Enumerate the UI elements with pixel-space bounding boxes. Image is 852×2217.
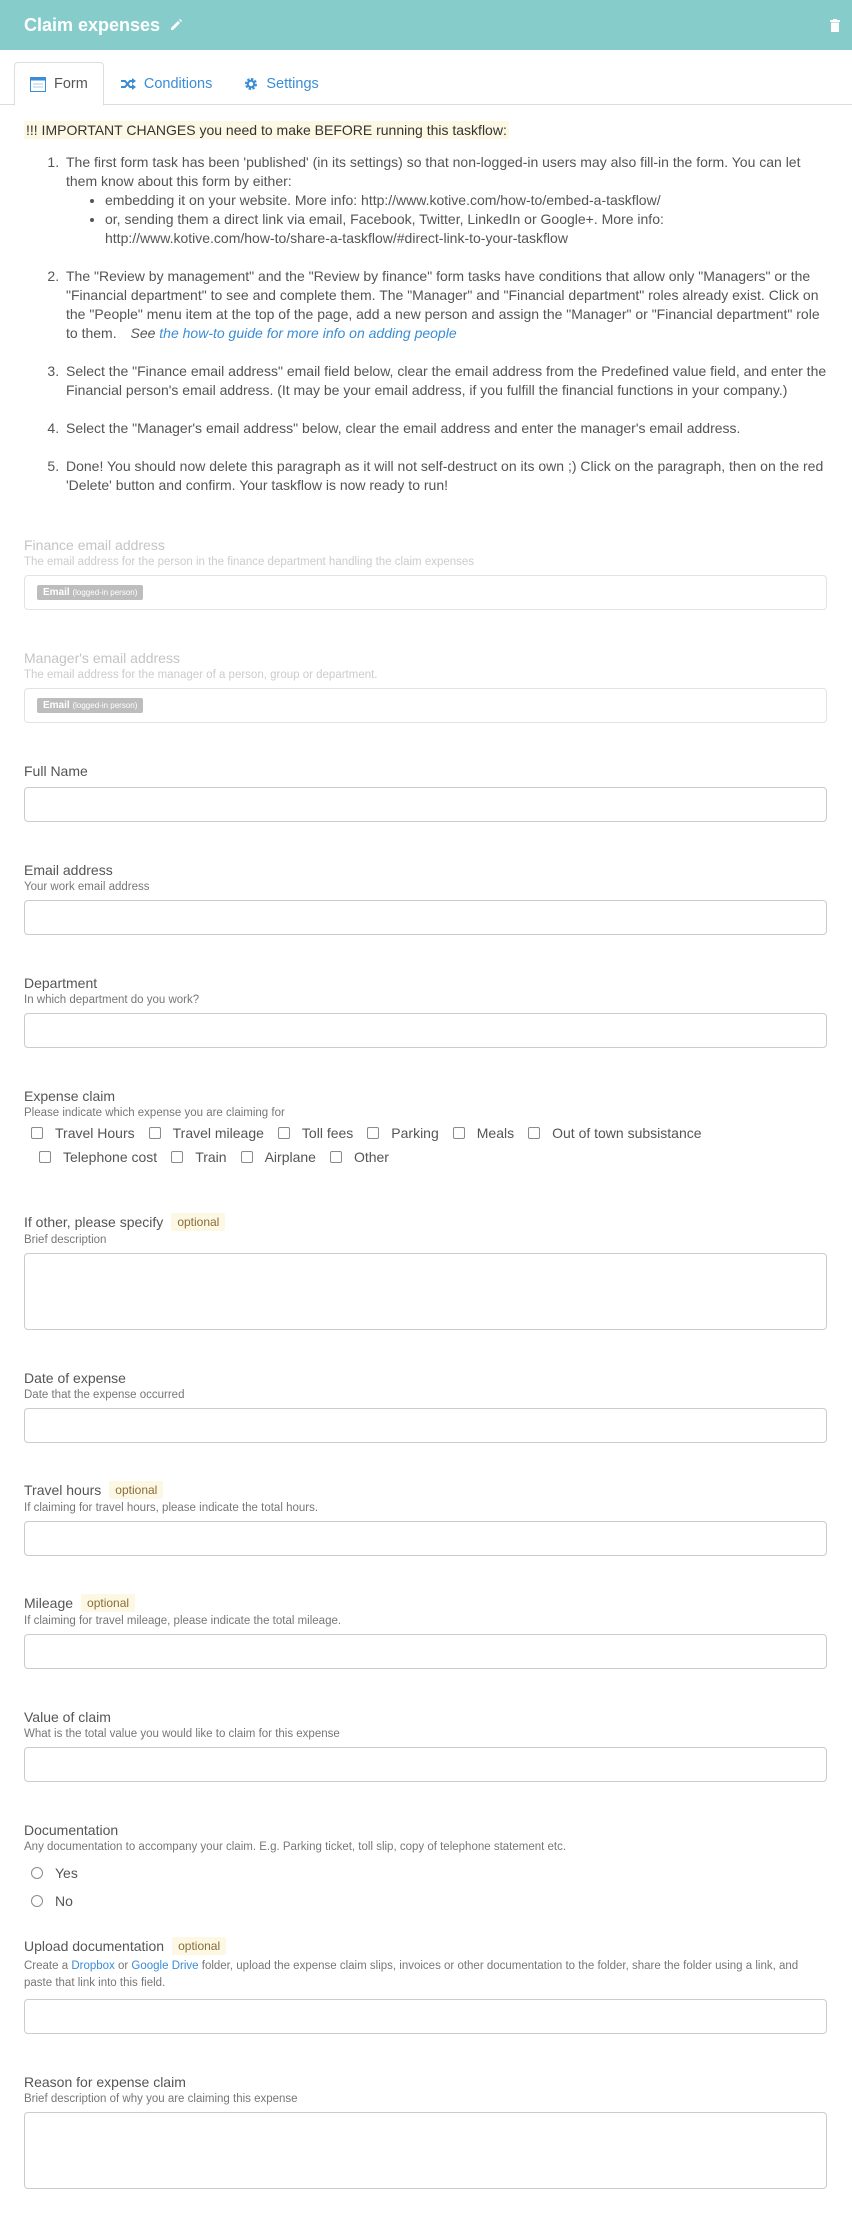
pill-label: Email bbox=[43, 700, 70, 711]
checkbox-label: Travel Hours bbox=[55, 1125, 135, 1141]
pill-sub: (logged-in person) bbox=[72, 588, 138, 597]
email-pill bbox=[37, 585, 143, 600]
field-label-text: Travel hours bbox=[24, 1482, 102, 1498]
form-content bbox=[0, 105, 852, 2189]
checkbox-travel-mileage[interactable] bbox=[149, 1125, 264, 1141]
field-label: Department bbox=[24, 975, 98, 991]
finance-email-field bbox=[24, 537, 828, 610]
instruction-item bbox=[63, 267, 828, 343]
date-of-expense-input[interactable] bbox=[24, 1408, 827, 1443]
form-icon bbox=[30, 77, 46, 92]
field-label: Date of expense bbox=[24, 1370, 126, 1386]
other-specify-field bbox=[24, 1213, 828, 1330]
page-title bbox=[24, 15, 183, 36]
field-description: Date that the expense occurred bbox=[24, 1389, 185, 1401]
field-label: Full Name bbox=[24, 763, 88, 779]
field-label: Documentation bbox=[24, 1822, 119, 1838]
trash-icon[interactable] bbox=[830, 19, 840, 32]
finance-email-input[interactable] bbox=[24, 575, 827, 610]
other-specify-textarea[interactable] bbox=[24, 1253, 827, 1330]
radio-yes[interactable] bbox=[31, 1865, 828, 1881]
field-description: The email address for the manager of a person, group or department. bbox=[24, 669, 378, 681]
shuffle-icon bbox=[121, 78, 136, 90]
tab-settings-label: Settings bbox=[266, 75, 319, 92]
tab-settings[interactable] bbox=[229, 62, 333, 105]
field-description: If claiming for travel hours, please indicate the total hours. bbox=[24, 1502, 319, 1514]
desc-text: Create a bbox=[24, 1960, 69, 1972]
field-description: Your work email address bbox=[24, 881, 150, 893]
mileage-input[interactable] bbox=[24, 1634, 827, 1669]
instruction-sublist bbox=[66, 191, 828, 248]
checkbox-label: Other bbox=[353, 1149, 389, 1165]
email-pill bbox=[37, 698, 143, 713]
expense-claim-field bbox=[24, 1088, 828, 1173]
checkbox-airplane[interactable] bbox=[241, 1149, 316, 1165]
checkbox[interactable] bbox=[278, 1127, 290, 1139]
field-description: Brief description bbox=[24, 1234, 107, 1246]
instruction-item: 5. Done! You should now delete this paragraph as it will not self-destruct on its own ;) Click on the paragraph, then on the red 'Delete' button and confirm. Your taskflow is now ready to run! bbox=[63, 457, 828, 495]
checkbox-label: Train bbox=[195, 1149, 227, 1165]
how-to-guide-link[interactable]: the how-to guide for more info on adding people bbox=[159, 325, 457, 341]
radio-no[interactable] bbox=[31, 1893, 828, 1909]
important-banner: !!! IMPORTANT CHANGES you need to make BEFORE running this taskflow: bbox=[26, 122, 507, 138]
checkbox[interactable] bbox=[31, 1127, 43, 1139]
field-label bbox=[24, 1213, 828, 1231]
checkbox-other[interactable] bbox=[330, 1149, 389, 1165]
checkbox-label: Meals bbox=[476, 1125, 515, 1141]
field-description: The email address for the person in the finance department handling the claim expenses bbox=[24, 556, 475, 568]
field-description: If claiming for travel mileage, please indicate the total mileage. bbox=[24, 1615, 342, 1627]
manager-email-input[interactable] bbox=[24, 688, 827, 723]
tab-conditions-label: Conditions bbox=[143, 75, 213, 92]
email-address-input[interactable] bbox=[24, 900, 827, 935]
full-name-input[interactable] bbox=[24, 787, 827, 822]
instruction-subitem: • or, sending them a direct link via email, Facebook, Twitter, LinkedIn or Google+. More info: http://www.kotive.com/how-to/share-a-taskflow/#direct-link-to-your-taskflow bbox=[105, 210, 828, 248]
checkbox-label: Travel mileage bbox=[172, 1125, 264, 1141]
field-label bbox=[24, 1481, 828, 1499]
pencil-icon[interactable] bbox=[169, 18, 183, 32]
reason-textarea[interactable] bbox=[24, 2112, 827, 2189]
field-description: What is the total value you would like to claim for this expense bbox=[24, 1728, 340, 1740]
checkbox-travel-hours[interactable] bbox=[31, 1125, 135, 1141]
department-field bbox=[24, 975, 828, 1048]
date-of-expense-field bbox=[24, 1370, 828, 1443]
field-description: Any documentation to accompany your claim. E.g. Parking ticket, toll slip, copy of telephone statement etc. bbox=[24, 1841, 567, 1853]
checkbox-train[interactable] bbox=[171, 1149, 226, 1165]
upload-documentation-input[interactable] bbox=[24, 1999, 827, 2034]
manager-email-field bbox=[24, 650, 828, 723]
tab-form[interactable] bbox=[14, 62, 104, 106]
page-header bbox=[0, 0, 852, 50]
value-of-claim-field bbox=[24, 1709, 828, 1782]
checkbox[interactable] bbox=[330, 1151, 342, 1163]
full-name-field bbox=[24, 763, 828, 822]
email-address-field bbox=[24, 862, 828, 935]
checkbox[interactable] bbox=[528, 1127, 540, 1139]
optional-badge: optional bbox=[81, 1594, 135, 1612]
gear-icon bbox=[244, 77, 258, 91]
field-description: In which department do you work? bbox=[24, 994, 200, 1006]
field-label: Reason for expense claim bbox=[24, 2074, 186, 2090]
dropbox-link[interactable]: Dropbox bbox=[71, 1960, 115, 1972]
department-input[interactable] bbox=[24, 1013, 827, 1048]
field-label: Expense claim bbox=[24, 1088, 116, 1104]
field-label-text: Mileage bbox=[24, 1595, 74, 1611]
documentation-radio-group bbox=[24, 1865, 828, 1909]
radio-label: Yes bbox=[55, 1865, 78, 1881]
reason-field bbox=[24, 2074, 828, 2189]
field-label: Manager's email address bbox=[24, 650, 180, 666]
tab-conditions[interactable] bbox=[106, 62, 228, 105]
instruction-item bbox=[63, 153, 828, 248]
instruction-item: 4. Select the "Manager's email address" below, clear the email address and enter the manager's email address. bbox=[63, 419, 828, 438]
documentation-field bbox=[24, 1822, 828, 1909]
instruction-text: The "Review by management" and the "Review by finance" form tasks have conditions that allow only "Managers" or the "Financial department" to see and complete them. The "Manager" and "Financial department" roles already exist. Click on the "People" menu item at the top of the page, add a new person and assign the "Manager" or "Financial department" role to them. bbox=[66, 268, 820, 341]
radio-label: No bbox=[55, 1893, 73, 1909]
pill-sub: (logged-in person) bbox=[72, 701, 138, 710]
checkbox-parking[interactable] bbox=[367, 1125, 438, 1141]
checkbox-label: Toll fees bbox=[301, 1125, 354, 1141]
checkbox[interactable] bbox=[149, 1127, 161, 1139]
checkbox[interactable] bbox=[367, 1127, 379, 1139]
field-description: Brief description of why you are claiming this expense bbox=[24, 2093, 298, 2105]
checkbox-meals[interactable] bbox=[453, 1125, 514, 1141]
optional-badge: optional bbox=[171, 1213, 225, 1231]
travel-hours-input[interactable] bbox=[24, 1521, 827, 1556]
checkbox-label: Parking bbox=[391, 1125, 439, 1141]
field-label-text: If other, please specify bbox=[24, 1214, 164, 1230]
pill-label: Email bbox=[43, 587, 70, 598]
checkbox[interactable] bbox=[453, 1127, 465, 1139]
checkbox-label: Airplane bbox=[264, 1149, 316, 1165]
checkbox[interactable] bbox=[171, 1151, 183, 1163]
value-of-claim-input[interactable] bbox=[24, 1747, 827, 1782]
checkbox[interactable] bbox=[241, 1151, 253, 1163]
field-label bbox=[24, 1594, 828, 1612]
mileage-field bbox=[24, 1594, 828, 1669]
desc-text: folder, upload the expense claim slips, invoices or other documentation to the folder, share the folder using a link, and paste that link into this field. bbox=[24, 1960, 799, 1989]
checkbox-label: Out of town subsistance bbox=[552, 1125, 702, 1141]
tab-bar bbox=[0, 50, 852, 105]
instruction-subitem: • embedding it on your website. More info: http://www.kotive.com/how-to/embed-a-taskflow/ bbox=[105, 191, 828, 210]
radio-button[interactable] bbox=[31, 1867, 43, 1879]
field-label-text: Upload documentation bbox=[24, 1938, 165, 1954]
instructions-list bbox=[24, 153, 828, 495]
instruction-item: 3. Select the "Finance email address" email field below, clear the email address from the Predefined value field, and enter the Financial person's email address. (It may be your email address, if you fulfill the financial functions in your company.) bbox=[63, 362, 828, 400]
desc-text: or bbox=[117, 1960, 129, 1972]
checkbox-label: Telephone cost bbox=[63, 1149, 158, 1165]
field-label: Value of claim bbox=[24, 1709, 111, 1725]
checkbox-telephone-cost[interactable] bbox=[39, 1149, 157, 1165]
field-description: Please indicate which expense you are claiming for bbox=[24, 1107, 285, 1119]
upload-documentation-field bbox=[24, 1937, 828, 2034]
tab-form-label: Form bbox=[54, 76, 88, 92]
checkbox-toll-fees[interactable] bbox=[278, 1125, 353, 1141]
optional-badge: optional bbox=[172, 1937, 226, 1955]
travel-hours-field bbox=[24, 1481, 828, 1556]
page-title-text: Claim expenses bbox=[24, 14, 161, 35]
checkbox[interactable] bbox=[39, 1151, 51, 1163]
field-label: Email address bbox=[24, 862, 113, 878]
field-label bbox=[24, 1937, 828, 1955]
field-label: Finance email address bbox=[24, 537, 165, 553]
radio-button[interactable] bbox=[31, 1895, 43, 1907]
see-text: See bbox=[130, 325, 156, 341]
google-drive-link[interactable]: Google Drive bbox=[131, 1960, 199, 1972]
expense-checkbox-group bbox=[24, 1125, 814, 1173]
optional-badge: optional bbox=[109, 1481, 163, 1499]
checkbox-out-of-town[interactable] bbox=[528, 1125, 701, 1141]
instruction-text: The first form task has been 'published' (in its settings) so that non-logged-in users may also fill-in the form. You can let them know about this form by either: bbox=[66, 154, 801, 189]
field-description bbox=[24, 1958, 828, 1992]
